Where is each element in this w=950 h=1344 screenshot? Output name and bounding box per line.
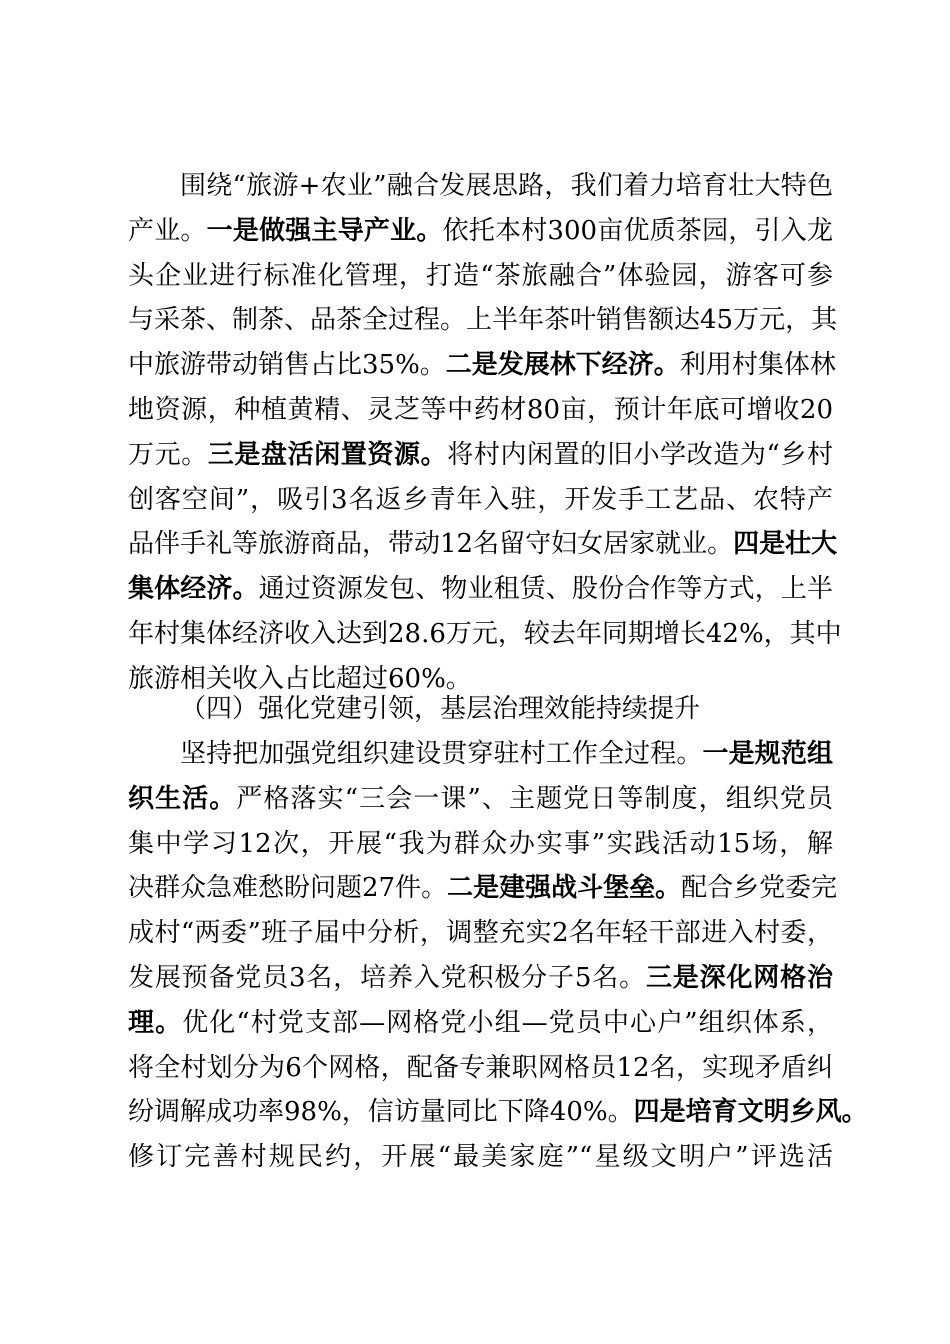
text-run: 头企业进行标准化管理，打造“茶旅融合”体验园，游客可参 [128, 260, 833, 291]
section-heading: （四）强化党建引领，基层治理效能持续提升 [180, 694, 701, 724]
bold-text-run: 三是深化网格治 [645, 963, 833, 993]
text-run: 纷调解成功率98%，信访量同比下降40%。 [128, 1097, 634, 1128]
text-run: 创客空间”，吸引3名返乡青年入驻，开发手工艺品、农特产 [128, 484, 833, 515]
text-run: 优化“村党支部—网格党小组—党员中心户”组织体系， [182, 1007, 833, 1038]
text-line [128, 1092, 868, 1132]
text-line [128, 390, 833, 430]
text-run: 与采茶、制茶、品茶全过程。上半年茶叶销售额达45万元，其 [128, 305, 838, 336]
text-line [128, 824, 833, 864]
bold-text-run: 集体经济。 [128, 574, 259, 605]
text-run: 中旅游带动销售占比35%。 [128, 350, 446, 381]
text-run: 决群众急难愁盼问题27件。 [128, 873, 448, 904]
text-line [180, 166, 833, 206]
text-line [128, 614, 842, 654]
text-line [180, 734, 833, 774]
text-run: 发展预备党员3名，培养入党积极分子5名。 [128, 963, 646, 993]
text-line [128, 569, 833, 609]
text-run: 将村内闲置的旧小学改造为“乡村 [447, 439, 833, 470]
text-line [128, 524, 838, 564]
text-line [128, 1003, 833, 1043]
text-line [128, 480, 833, 520]
bold-text-run: 理。 [128, 1007, 183, 1038]
text-line [128, 868, 838, 908]
text-line [128, 435, 833, 475]
text-run: 品伴手礼等旅游商品，带动12名留守妇女居家就业。 [128, 529, 734, 560]
text-line [128, 211, 833, 251]
text-run: 万元。 [128, 439, 208, 470]
text-line [128, 256, 833, 296]
text-run: 通过资源发包、物业租赁、股份合作等方式，上半 [258, 574, 833, 605]
bold-text-run: 二是建强战斗堡垒。 [447, 873, 682, 904]
text-run: 产业。 [128, 215, 207, 246]
bold-text-run: 四是壮大 [733, 529, 838, 560]
text-run: 利用村集体林 [679, 350, 836, 381]
bold-text-run: 三是盘活闲置资源。 [207, 439, 448, 470]
bold-text-run: 四是培育文明乡风。 [633, 1097, 868, 1128]
text-run: 地资源，种植黄精、灵芝等中药材80亩，预计年底可增收20 [128, 395, 833, 425]
text-line [128, 779, 833, 819]
text-run: 坚持把加强党组织建设贯穿驻村工作全过程。 [180, 739, 703, 769]
bold-text-run: 一是做强主导产业。 [206, 215, 443, 246]
text-run: 集中学习12次，开展“我为群众办实事”实践活动15场，解 [128, 828, 833, 859]
text-run: 成村“两委”班子届中分析，调整充实2名年轻干部进入村委， [128, 918, 833, 949]
text-line [128, 300, 838, 340]
bold-text-run: 一是规范组 [702, 739, 833, 769]
text-run: 旅游相关收入占比超过60%。 [128, 663, 472, 694]
bold-text-run: 二是发展林下经济。 [445, 350, 680, 381]
text-run: 年村集体经济收入达到28.6万元，较去年同期增长42%，其中 [128, 619, 842, 649]
text-line [128, 1137, 833, 1177]
text-line [128, 913, 833, 953]
text-run: 将全村划分为6个网格，配备专兼职网格员12名，实现矛盾纠 [128, 1052, 833, 1083]
text-run: 依托本村300亩优质茶园，引入龙 [442, 215, 833, 246]
text-run: 围绕“旅游+农业”融合发展思路，我们着力培育壮大特色 [180, 171, 833, 201]
text-line [128, 958, 833, 998]
text-line [128, 345, 836, 385]
text-run: 配合乡党委完 [681, 873, 838, 904]
bold-text-run: 织生活。 [128, 783, 237, 814]
text-run: 严格落实“三会一课”、主题党日等制度，组织党员 [236, 783, 833, 814]
text-line [128, 1048, 833, 1088]
text-run: 修订完善村规民约，开展“最美家庭”“星级文明户”评选活 [128, 1142, 833, 1173]
